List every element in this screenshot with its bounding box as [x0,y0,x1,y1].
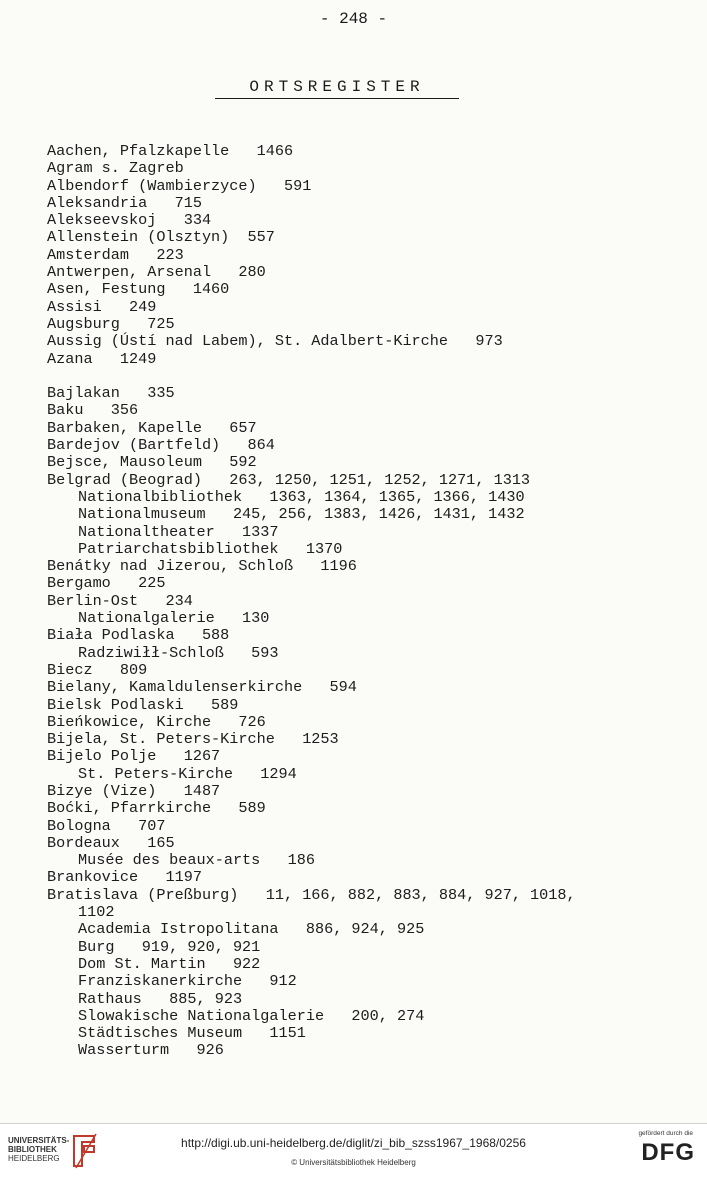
index-entries [47,143,687,1060]
index-entry: Berlin-Ost 234 [47,591,193,610]
index-subentry: Rathaus 885, 923 [78,989,243,1008]
index-entry: Bijelo Polje 1267 [47,747,221,766]
index-entry: Baku 356 [47,401,139,420]
index-entry: Aleksandria 715 [47,193,202,212]
index-subentry: Städtisches Museum 1151 [78,1024,306,1043]
index-entry: Bielany, Kamaldulenserkirche 594 [47,678,357,697]
index-subentry: Nationalgalerie 130 [78,609,270,628]
index-subentry: St. Peters-Kirche 1294 [78,764,297,783]
index-entry: Bielsk Podlaski 589 [47,695,239,714]
index-entry: Bratislava (Preßburg) 11, 166, 882, 883, 884, 927, 1018, [47,885,576,904]
index-entry: Antwerpen, Arsenal 280 [47,263,266,282]
index-subentry: Slowakische Nationalgalerie 200, 274 [78,1006,425,1025]
index-entry: Bergamo 225 [47,574,166,593]
index-subentry: Nationaltheater 1337 [78,522,279,541]
dfg-logo[interactable]: DFG [641,1139,695,1166]
library-name-line1: UNIVERSITÄTS- [8,1136,70,1145]
index-entry: Albendorf (Wambierzyce) 591 [47,176,312,195]
index-entry: Bejsce, Mausoleum 592 [47,453,257,472]
page-number: - 248 - [319,10,388,28]
index-subentry: Radziwiłł-Schloß 593 [78,643,279,662]
index-entry: Benátky nad Jizerou, Schloß 1196 [47,557,357,576]
index-entry: Bardejov (Bartfeld) 864 [47,436,275,455]
entry-spacer [47,368,687,385]
index-subentry: Patriarchatsbibliothek 1370 [78,539,343,558]
index-entry: Allenstein (Olsztyn) 557 [47,228,275,247]
index-entry: Agram s. Zagreb [47,159,184,178]
page-title: ORTSREGISTER [215,78,459,99]
index-subentry: Nationalbibliothek 1363, 1364, 1365, 1366, 1430 [78,487,525,506]
index-entry: Aussig (Ústí nad Labem), St. Adalbert-Kirche 973 [47,332,503,351]
copyright-text: © Universitätsbibliothek Heidelberg [291,1158,416,1167]
index-entry: Amsterdam 223 [47,245,184,264]
index-entry: Bajlakan 335 [47,384,175,403]
index-entry: Alekseevskoj 334 [47,211,212,230]
index-entry: Biała Podlaska 588 [47,626,230,645]
index-entry: Bordeaux 165 [47,833,175,852]
library-name-line2: BIBLIOTHEK [8,1145,57,1154]
index-entry: Biecz 809 [47,660,148,679]
index-entry: Bijela, St. Peters-Kirche 1253 [47,730,339,749]
index-entry: Belgrad (Beograd) 263, 1250, 1251, 1252, 1271, 1313 [47,470,531,489]
footer-bar [0,1123,707,1178]
index-subentry: Burg 919, 920, 921 [78,937,261,956]
index-subentry: Dom St. Martin 922 [78,954,261,973]
index-subentry: Musée des beaux-arts 186 [78,851,315,870]
index-entry: Bologna 707 [47,816,166,835]
library-name-line3: HEIDELBERG [8,1154,60,1163]
index-entry: Brankovice 1197 [47,868,202,887]
index-entry: Asen, Festung 1460 [47,280,230,299]
index-entry: Azana 1249 [47,349,157,368]
index-subentry: Wasserturm 926 [78,1041,224,1060]
index-subentry: Academia Istropolitana 886, 924, 925 [78,920,425,939]
index-subentry: Franziskanerkirche 912 [78,972,297,991]
index-subentry: 1102 [78,903,115,922]
index-subentry: Nationalmuseum 245, 256, 1383, 1426, 1431, 1432 [78,505,525,524]
index-entry: Augsburg 725 [47,314,175,333]
index-entry: Boćki, Pfarrkirche 589 [47,799,266,818]
index-entry: Bieńkowice, Kirche 726 [47,712,266,731]
funded-by-text: gefördert durch die [638,1130,693,1137]
index-entry: Aachen, Pfalzkapelle 1466 [47,142,294,160]
index-entry: Assisi 249 [47,297,157,316]
index-entry: Barbaken, Kapelle 657 [47,418,257,437]
source-url-link[interactable]: http://digi.ub.uni-heidelberg.de/diglit/zi_bib_szss1967_1968/0256 [181,1136,526,1150]
index-entry: Bizye (Vize) 1487 [47,781,221,800]
